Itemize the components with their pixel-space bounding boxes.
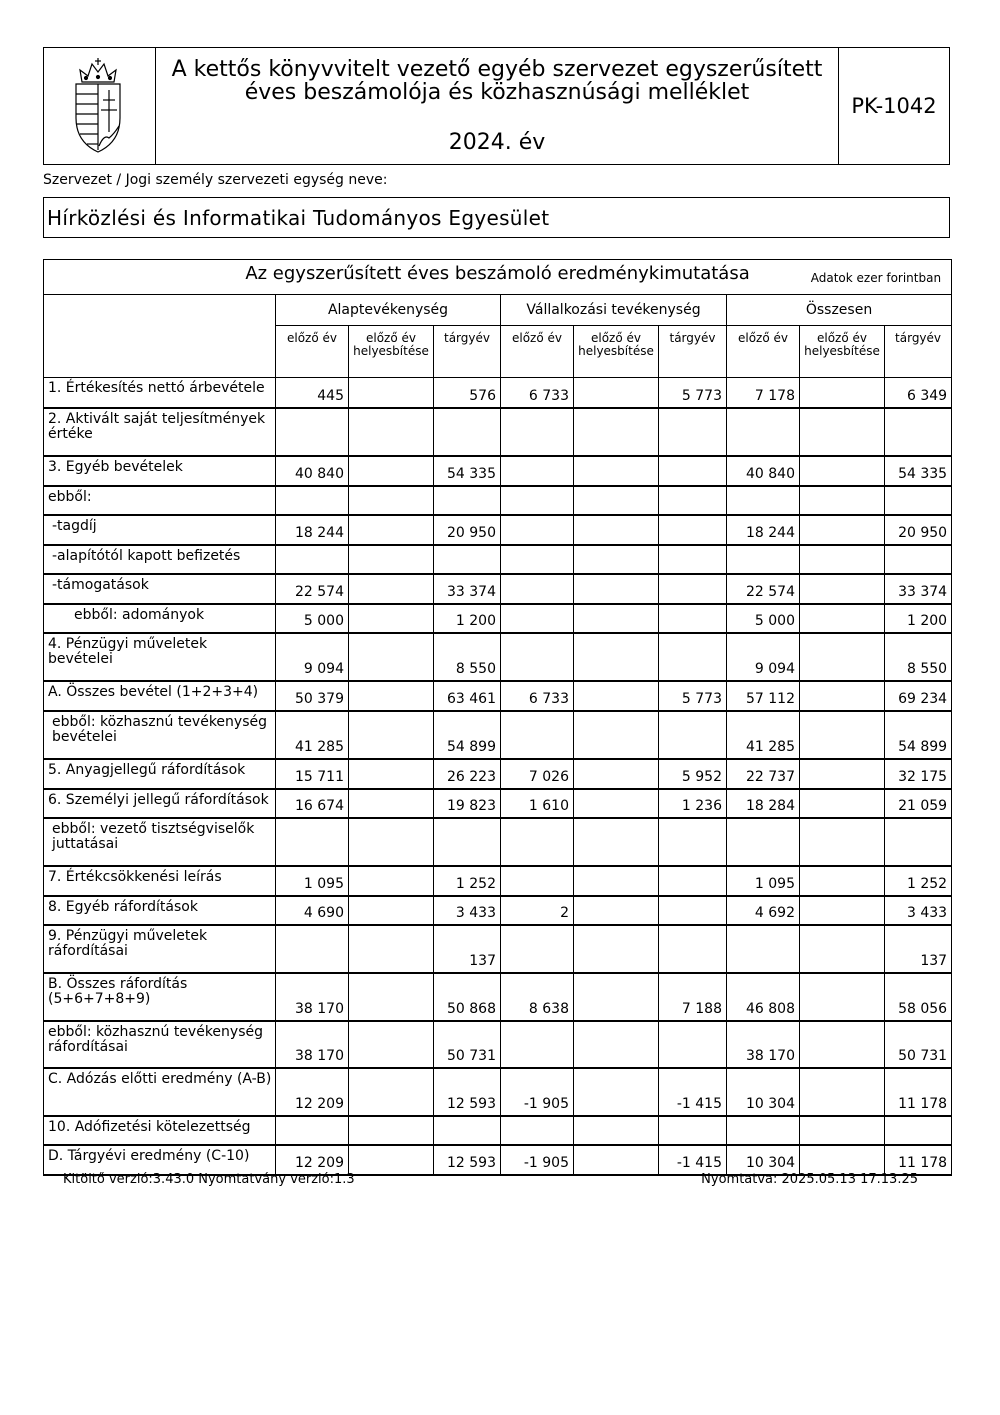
value-cell: 40 840 bbox=[276, 456, 349, 486]
value-cell bbox=[574, 896, 659, 925]
value-cell bbox=[800, 515, 885, 545]
value-cell bbox=[727, 408, 800, 456]
value-cell bbox=[501, 456, 574, 486]
value-cell bbox=[574, 925, 659, 973]
value-cell bbox=[276, 486, 349, 515]
value-cell: 6 733 bbox=[501, 378, 574, 408]
value-cell bbox=[659, 604, 727, 633]
value-cell: 41 285 bbox=[276, 711, 349, 759]
value-cell: 16 674 bbox=[276, 789, 349, 818]
value-cell bbox=[349, 818, 434, 866]
value-cell bbox=[727, 925, 800, 973]
value-cell bbox=[659, 1021, 727, 1068]
value-cell: 445 bbox=[276, 378, 349, 408]
label-header-cell bbox=[44, 295, 276, 378]
value-cell bbox=[501, 818, 574, 866]
row-label: -támogatások bbox=[44, 574, 276, 604]
value-cell bbox=[800, 896, 885, 925]
value-cell: 12 209 bbox=[276, 1145, 349, 1175]
value-cell: 8 550 bbox=[434, 633, 501, 681]
value-cell bbox=[501, 604, 574, 633]
subheader-prev-year-correction bbox=[349, 326, 434, 378]
row-label: ebből: vezető tisztségviselők juttatásai bbox=[44, 818, 276, 866]
value-cell: 10 304 bbox=[727, 1068, 800, 1116]
group-header-business: Vállalkozási tevékenység bbox=[501, 295, 727, 326]
value-cell bbox=[659, 818, 727, 866]
value-cell bbox=[276, 545, 349, 574]
value-cell bbox=[434, 545, 501, 574]
value-cell bbox=[659, 633, 727, 681]
value-cell: 54 335 bbox=[434, 456, 501, 486]
subheader-current-year: tárgyév bbox=[885, 326, 952, 378]
value-cell bbox=[727, 818, 800, 866]
value-cell bbox=[349, 515, 434, 545]
value-cell: 22 574 bbox=[276, 574, 349, 604]
footer-printed: Nyomtatva: 2025.05.13 17.13.25 bbox=[701, 1172, 918, 1187]
value-cell: 4 692 bbox=[727, 896, 800, 925]
value-cell bbox=[800, 545, 885, 574]
value-cell bbox=[574, 604, 659, 633]
value-cell: 18 244 bbox=[727, 515, 800, 545]
subheader-prev-year-correction bbox=[800, 326, 885, 378]
value-cell bbox=[574, 973, 659, 1021]
value-cell bbox=[800, 604, 885, 633]
group-header-total: Összesen bbox=[727, 295, 952, 326]
value-cell: -1 905 bbox=[501, 1068, 574, 1116]
value-cell: 1 095 bbox=[276, 866, 349, 896]
value-cell: 50 379 bbox=[276, 681, 349, 711]
row-label: D. Tárgyévi eredmény (C-10) bbox=[44, 1145, 276, 1175]
value-cell bbox=[574, 545, 659, 574]
value-cell bbox=[276, 1116, 349, 1145]
value-cell: 6 733 bbox=[501, 681, 574, 711]
value-cell: 12 209 bbox=[276, 1068, 349, 1116]
value-cell bbox=[885, 1116, 952, 1145]
value-cell: 3 433 bbox=[434, 896, 501, 925]
group-header-base: Alaptevékenység bbox=[276, 295, 501, 326]
value-cell bbox=[574, 633, 659, 681]
value-cell bbox=[349, 408, 434, 456]
value-cell: 9 094 bbox=[276, 633, 349, 681]
value-cell: 18 284 bbox=[727, 789, 800, 818]
subheader-current-year: tárgyév bbox=[659, 326, 727, 378]
value-cell: 1 200 bbox=[434, 604, 501, 633]
value-cell bbox=[574, 1021, 659, 1068]
table-row bbox=[44, 759, 952, 789]
value-cell bbox=[574, 486, 659, 515]
value-cell bbox=[434, 408, 501, 456]
table-row bbox=[44, 408, 952, 456]
value-cell bbox=[800, 633, 885, 681]
value-cell bbox=[276, 818, 349, 866]
table-title: Az egyszerűsített éves beszámoló eredménykimutatása bbox=[245, 263, 750, 284]
value-cell bbox=[349, 789, 434, 818]
table-row bbox=[44, 866, 952, 896]
value-cell bbox=[659, 1116, 727, 1145]
table-row bbox=[44, 515, 952, 545]
value-cell: 4 690 bbox=[276, 896, 349, 925]
value-cell: 1 610 bbox=[501, 789, 574, 818]
value-cell bbox=[659, 486, 727, 515]
value-cell bbox=[574, 681, 659, 711]
value-cell bbox=[885, 486, 952, 515]
value-cell bbox=[800, 711, 885, 759]
value-cell: 26 223 bbox=[434, 759, 501, 789]
value-cell: 58 056 bbox=[885, 973, 952, 1021]
value-cell: 54 899 bbox=[434, 711, 501, 759]
value-cell: 5 952 bbox=[659, 759, 727, 789]
value-cell bbox=[349, 759, 434, 789]
table-row bbox=[44, 973, 952, 1021]
subheader-correction-line2: helyesbítése bbox=[353, 344, 429, 358]
row-label: 4. Pénzügyi műveletek bevételei bbox=[44, 633, 276, 681]
value-cell bbox=[800, 681, 885, 711]
value-cell: 7 026 bbox=[501, 759, 574, 789]
income-statement-table bbox=[43, 259, 952, 1176]
value-cell bbox=[885, 818, 952, 866]
row-label: B. Összes ráfordítás (5+6+7+8+9) bbox=[44, 973, 276, 1021]
value-cell: 63 461 bbox=[434, 681, 501, 711]
value-cell: 137 bbox=[434, 925, 501, 973]
value-cell bbox=[434, 1116, 501, 1145]
value-cell: 8 550 bbox=[885, 633, 952, 681]
value-cell bbox=[349, 1145, 434, 1175]
table-row bbox=[44, 574, 952, 604]
value-cell bbox=[800, 378, 885, 408]
row-label: 5. Anyagjellegű ráfordítások bbox=[44, 759, 276, 789]
value-cell: 54 335 bbox=[885, 456, 952, 486]
row-label: 9. Pénzügyi műveletek ráfordításai bbox=[44, 925, 276, 973]
value-cell: 50 731 bbox=[434, 1021, 501, 1068]
value-cell bbox=[800, 1068, 885, 1116]
value-cell bbox=[574, 574, 659, 604]
table-unit: Adatok ezer forintban bbox=[810, 271, 942, 285]
row-label: 10. Adófizetési kötelezettség bbox=[44, 1116, 276, 1145]
value-cell bbox=[276, 408, 349, 456]
value-cell: 5 000 bbox=[727, 604, 800, 633]
row-label: 8. Egyéb ráfordítások bbox=[44, 896, 276, 925]
value-cell: 3 433 bbox=[885, 896, 952, 925]
table-caption-row bbox=[44, 260, 952, 295]
value-cell: 7 178 bbox=[727, 378, 800, 408]
value-cell bbox=[800, 1116, 885, 1145]
value-cell bbox=[574, 515, 659, 545]
value-cell bbox=[659, 896, 727, 925]
value-cell bbox=[885, 408, 952, 456]
value-cell: 19 823 bbox=[434, 789, 501, 818]
value-cell bbox=[574, 408, 659, 456]
value-cell bbox=[501, 711, 574, 759]
value-cell bbox=[800, 456, 885, 486]
value-cell bbox=[659, 515, 727, 545]
value-cell: 38 170 bbox=[276, 973, 349, 1021]
table-row bbox=[44, 486, 952, 515]
value-cell bbox=[574, 378, 659, 408]
value-cell bbox=[501, 574, 574, 604]
group-header-row bbox=[44, 295, 952, 326]
value-cell: 10 304 bbox=[727, 1145, 800, 1175]
form-title-line1: A kettős könyvvitelt vezető egyéb szervezet egyszerűsített bbox=[171, 57, 823, 82]
value-cell: 41 285 bbox=[727, 711, 800, 759]
value-cell bbox=[349, 545, 434, 574]
value-cell bbox=[501, 545, 574, 574]
row-label: ebből: közhasznú tevékenység bevételei bbox=[44, 711, 276, 759]
value-cell bbox=[574, 1116, 659, 1145]
value-cell: -1 415 bbox=[659, 1145, 727, 1175]
value-cell: 21 059 bbox=[885, 789, 952, 818]
value-cell bbox=[501, 1021, 574, 1068]
value-cell bbox=[727, 545, 800, 574]
value-cell bbox=[800, 818, 885, 866]
value-cell bbox=[349, 604, 434, 633]
value-cell bbox=[501, 925, 574, 973]
table-row bbox=[44, 789, 952, 818]
value-cell bbox=[349, 486, 434, 515]
organization-name: Hírközlési és Informatikai Tudományos Egyesület bbox=[43, 197, 950, 238]
value-cell bbox=[349, 378, 434, 408]
value-cell: 20 950 bbox=[885, 515, 952, 545]
value-cell bbox=[800, 1021, 885, 1068]
row-label: 2. Aktivált saját teljesítmények értéke bbox=[44, 408, 276, 456]
value-cell: 7 188 bbox=[659, 973, 727, 1021]
table-row bbox=[44, 633, 952, 681]
value-cell: 46 808 bbox=[727, 973, 800, 1021]
value-cell: 9 094 bbox=[727, 633, 800, 681]
value-cell bbox=[349, 1116, 434, 1145]
row-label: 3. Egyéb bevételek bbox=[44, 456, 276, 486]
form-title bbox=[155, 58, 839, 104]
table-row bbox=[44, 378, 952, 408]
value-cell bbox=[501, 633, 574, 681]
value-cell: 5 773 bbox=[659, 681, 727, 711]
table-row bbox=[44, 1145, 952, 1175]
value-cell bbox=[659, 574, 727, 604]
subheader-correction-line1: előző év bbox=[817, 331, 867, 345]
row-label: 7. Értékcsökkenési leírás bbox=[44, 866, 276, 896]
value-cell bbox=[276, 925, 349, 973]
value-cell bbox=[800, 408, 885, 456]
row-label: 6. Személyi jellegű ráfordítások bbox=[44, 789, 276, 818]
value-cell bbox=[349, 925, 434, 973]
organization-label: Szervezet / Jogi személy szervezeti egység neve: bbox=[43, 172, 388, 188]
row-label: -tagdíj bbox=[44, 515, 276, 545]
value-cell: 54 899 bbox=[885, 711, 952, 759]
value-cell bbox=[574, 818, 659, 866]
value-cell: 12 593 bbox=[434, 1068, 501, 1116]
value-cell bbox=[800, 789, 885, 818]
subheader-correction-line1: előző év bbox=[366, 331, 416, 345]
crest-cell bbox=[44, 48, 156, 164]
table-row bbox=[44, 711, 952, 759]
subheader-prev-year: előző év bbox=[276, 326, 349, 378]
table-row bbox=[44, 545, 952, 574]
value-cell: 22 737 bbox=[727, 759, 800, 789]
value-cell: 6 349 bbox=[885, 378, 952, 408]
value-cell bbox=[349, 973, 434, 1021]
value-cell: 22 574 bbox=[727, 574, 800, 604]
form-code: PK-1042 bbox=[838, 48, 949, 164]
form-title-line2: éves beszámolója és közhasznúsági melléklet bbox=[244, 80, 750, 105]
table-row bbox=[44, 1116, 952, 1145]
value-cell: 38 170 bbox=[727, 1021, 800, 1068]
value-cell bbox=[501, 486, 574, 515]
value-cell bbox=[574, 456, 659, 486]
value-cell: 1 200 bbox=[885, 604, 952, 633]
subheader-correction-line2: helyesbítése bbox=[578, 344, 654, 358]
subheader-prev-year-correction bbox=[574, 326, 659, 378]
value-cell bbox=[349, 1068, 434, 1116]
value-cell bbox=[659, 545, 727, 574]
value-cell bbox=[349, 456, 434, 486]
value-cell: 1 252 bbox=[434, 866, 501, 896]
row-label: ebből: közhasznú tevékenység ráfordításai bbox=[44, 1021, 276, 1068]
table-row bbox=[44, 818, 952, 866]
value-cell bbox=[800, 486, 885, 515]
value-cell bbox=[501, 1116, 574, 1145]
value-cell bbox=[349, 896, 434, 925]
value-cell: 33 374 bbox=[885, 574, 952, 604]
subheader-correction-line2: helyesbítése bbox=[804, 344, 880, 358]
value-cell: 5 773 bbox=[659, 378, 727, 408]
form-year: 2024. év bbox=[448, 130, 546, 155]
value-cell bbox=[659, 408, 727, 456]
value-cell: 1 236 bbox=[659, 789, 727, 818]
value-cell: 15 711 bbox=[276, 759, 349, 789]
value-cell bbox=[501, 515, 574, 545]
value-cell bbox=[659, 456, 727, 486]
table-row bbox=[44, 1021, 952, 1068]
value-cell bbox=[349, 1021, 434, 1068]
value-cell bbox=[349, 633, 434, 681]
value-cell bbox=[800, 574, 885, 604]
subheader-current-year: tárgyév bbox=[434, 326, 501, 378]
value-cell bbox=[574, 789, 659, 818]
value-cell bbox=[574, 866, 659, 896]
table-row bbox=[44, 681, 952, 711]
value-cell bbox=[800, 925, 885, 973]
value-cell: 20 950 bbox=[434, 515, 501, 545]
form-header bbox=[43, 47, 950, 165]
table-row bbox=[44, 925, 952, 973]
value-cell bbox=[434, 486, 501, 515]
table-row bbox=[44, 456, 952, 486]
value-cell: 57 112 bbox=[727, 681, 800, 711]
row-label: C. Adózás előtti eredmény (A-B) bbox=[44, 1068, 276, 1116]
row-label: 1. Értékesítés nettó árbevétele bbox=[44, 378, 276, 408]
value-cell bbox=[574, 711, 659, 759]
value-cell bbox=[349, 866, 434, 896]
table-row bbox=[44, 604, 952, 633]
footer-version: Kitöltő verzió:3.43.0 Nyomtatvány verzió:1.3 bbox=[63, 1172, 355, 1187]
value-cell: 50 868 bbox=[434, 973, 501, 1021]
value-cell: 69 234 bbox=[885, 681, 952, 711]
value-cell: 8 638 bbox=[501, 973, 574, 1021]
value-cell bbox=[727, 486, 800, 515]
value-cell: 32 175 bbox=[885, 759, 952, 789]
value-cell: 1 095 bbox=[727, 866, 800, 896]
value-cell: 33 374 bbox=[434, 574, 501, 604]
value-cell: 576 bbox=[434, 378, 501, 408]
row-label: ebből: bbox=[44, 486, 276, 515]
value-cell: 50 731 bbox=[885, 1021, 952, 1068]
value-cell bbox=[574, 1145, 659, 1175]
table-row bbox=[44, 1068, 952, 1116]
value-cell: 1 252 bbox=[885, 866, 952, 896]
hungarian-coat-of-arms-icon bbox=[68, 56, 128, 156]
value-cell: 11 178 bbox=[885, 1068, 952, 1116]
value-cell bbox=[800, 759, 885, 789]
value-cell: 2 bbox=[501, 896, 574, 925]
value-cell bbox=[501, 408, 574, 456]
value-cell bbox=[349, 681, 434, 711]
value-cell: -1 415 bbox=[659, 1068, 727, 1116]
value-cell bbox=[501, 866, 574, 896]
value-cell bbox=[800, 866, 885, 896]
value-cell bbox=[349, 711, 434, 759]
value-cell: 137 bbox=[885, 925, 952, 973]
value-cell: -1 905 bbox=[501, 1145, 574, 1175]
subheader-correction-line1: előző év bbox=[591, 331, 641, 345]
value-cell bbox=[727, 1116, 800, 1145]
value-cell bbox=[800, 1145, 885, 1175]
value-cell bbox=[659, 925, 727, 973]
subheader-prev-year: előző év bbox=[727, 326, 800, 378]
value-cell bbox=[659, 711, 727, 759]
value-cell: 40 840 bbox=[727, 456, 800, 486]
row-label: ebből: adományok bbox=[44, 604, 276, 633]
value-cell: 18 244 bbox=[276, 515, 349, 545]
value-cell bbox=[659, 866, 727, 896]
value-cell bbox=[574, 759, 659, 789]
value-cell bbox=[885, 545, 952, 574]
value-cell bbox=[800, 973, 885, 1021]
value-cell: 5 000 bbox=[276, 604, 349, 633]
value-cell: 12 593 bbox=[434, 1145, 501, 1175]
value-cell: 38 170 bbox=[276, 1021, 349, 1068]
value-cell bbox=[574, 1068, 659, 1116]
value-cell bbox=[349, 574, 434, 604]
row-label: A. Összes bevétel (1+2+3+4) bbox=[44, 681, 276, 711]
value-cell bbox=[434, 818, 501, 866]
table-row bbox=[44, 896, 952, 925]
value-cell: 11 178 bbox=[885, 1145, 952, 1175]
subheader-prev-year: előző év bbox=[501, 326, 574, 378]
row-label: -alapítótól kapott befizetés bbox=[44, 545, 276, 574]
